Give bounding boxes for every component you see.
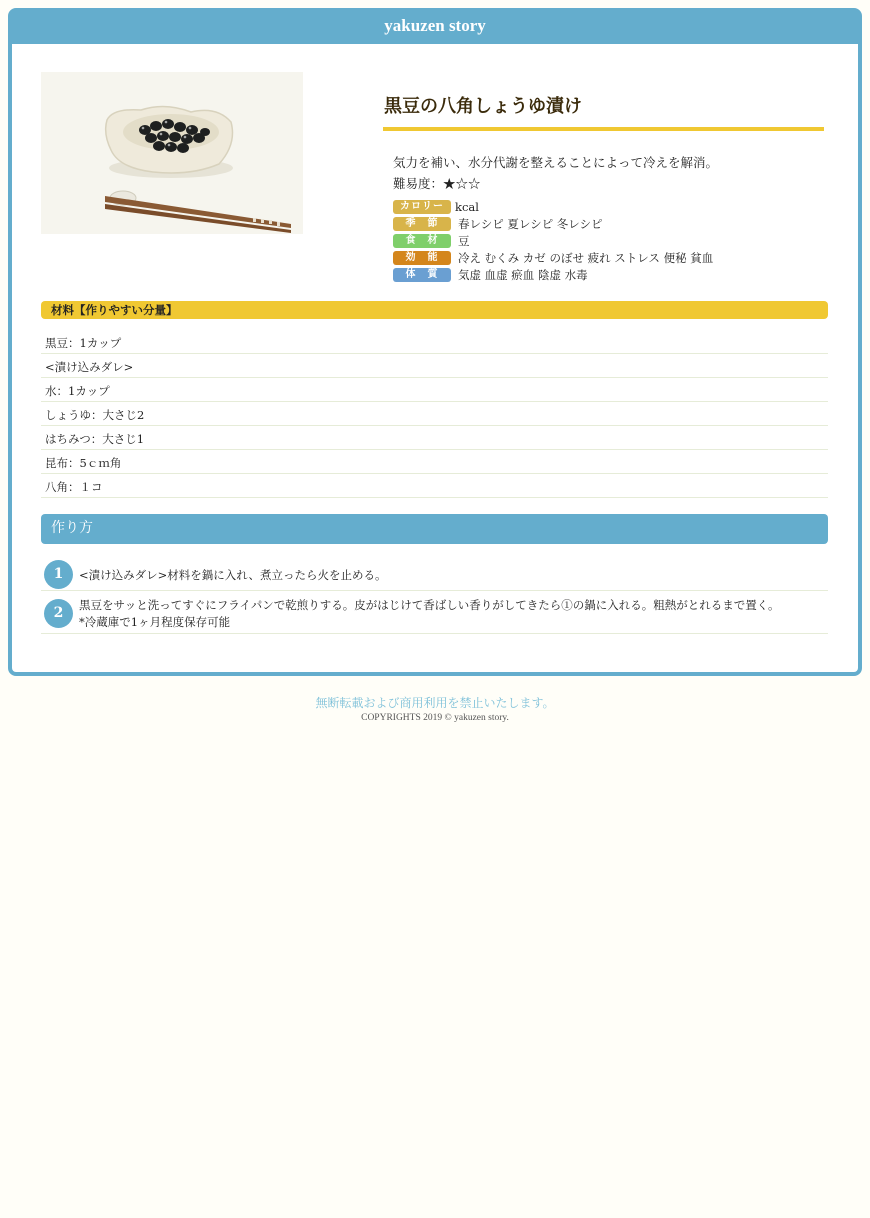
effect-value[interactable]: 冷え むくみ カゼ のぼせ 疲れ ストレス 便秘 貧血	[458, 251, 714, 265]
step-number: 1	[44, 560, 73, 589]
list-item: 水：1カップ	[41, 378, 828, 402]
season-value[interactable]: 春レシピ 夏レシピ 冬レシピ	[458, 217, 603, 231]
season-tag: 季 節	[393, 217, 451, 231]
list-item: 八角：１コ	[41, 474, 828, 498]
recipe-title: 黒豆の八角しょうゆ漬け	[384, 96, 582, 117]
footer-copyright: COPYRIGHTS 2019 © yakuzen story.	[361, 713, 509, 723]
step-text: 黒豆をサッと洗ってすぐにフライパンで乾煎りする。皮がはじけて香ばしい香りがしてきたら①の鍋に入れる。粗熱がとれるまで置く。	[79, 598, 780, 612]
list-item: しょうゆ：大さじ2	[41, 402, 828, 426]
list-item: はちみつ：大さじ1	[41, 426, 828, 450]
black-beans-dish-photo-icon	[41, 72, 303, 234]
footer-notice: 無断転載および商用利用を禁止いたします。	[315, 696, 555, 710]
site-header	[12, 12, 858, 44]
effect-tag: 効 能	[393, 251, 451, 265]
method-step	[41, 558, 828, 591]
list-item: 黒豆：1カップ	[41, 330, 828, 354]
difficulty-rating: 難易度：★☆☆	[393, 176, 481, 191]
calorie-value: kcal	[455, 200, 479, 214]
ingredient-tag: 食 材	[393, 234, 451, 248]
step-note: *冷蔵庫で1ヶ月程度保存可能	[79, 615, 231, 629]
recipe-card	[8, 8, 862, 676]
recipe-photo	[41, 72, 303, 234]
ingredient-value[interactable]: 豆	[458, 234, 470, 248]
ingredient-list	[41, 330, 828, 498]
step-text: <漬け込みダレ>材料を鍋に入れ、煮立ったら火を止める。	[79, 568, 387, 582]
site-title[interactable]: yakuzen story	[384, 16, 486, 35]
recipe-description: 気力を補い、水分代謝を整えることによって冷えを解消。	[393, 155, 719, 170]
method-step	[41, 591, 828, 634]
constitution-tag: 体 質	[393, 268, 451, 282]
ingredients-heading: 材料【作りやすい分量】	[41, 301, 828, 319]
calorie-tag: カロリー	[393, 200, 451, 214]
constitution-value[interactable]: 気虚 血虚 瘀血 陰虚 水毒	[458, 268, 588, 282]
list-item: <漬け込みダレ>	[41, 354, 828, 378]
method-heading: 作り方	[41, 514, 828, 544]
title-underline	[383, 127, 824, 131]
list-item: 昆布：5ｃｍ角	[41, 450, 828, 474]
step-number: 2	[44, 599, 73, 628]
